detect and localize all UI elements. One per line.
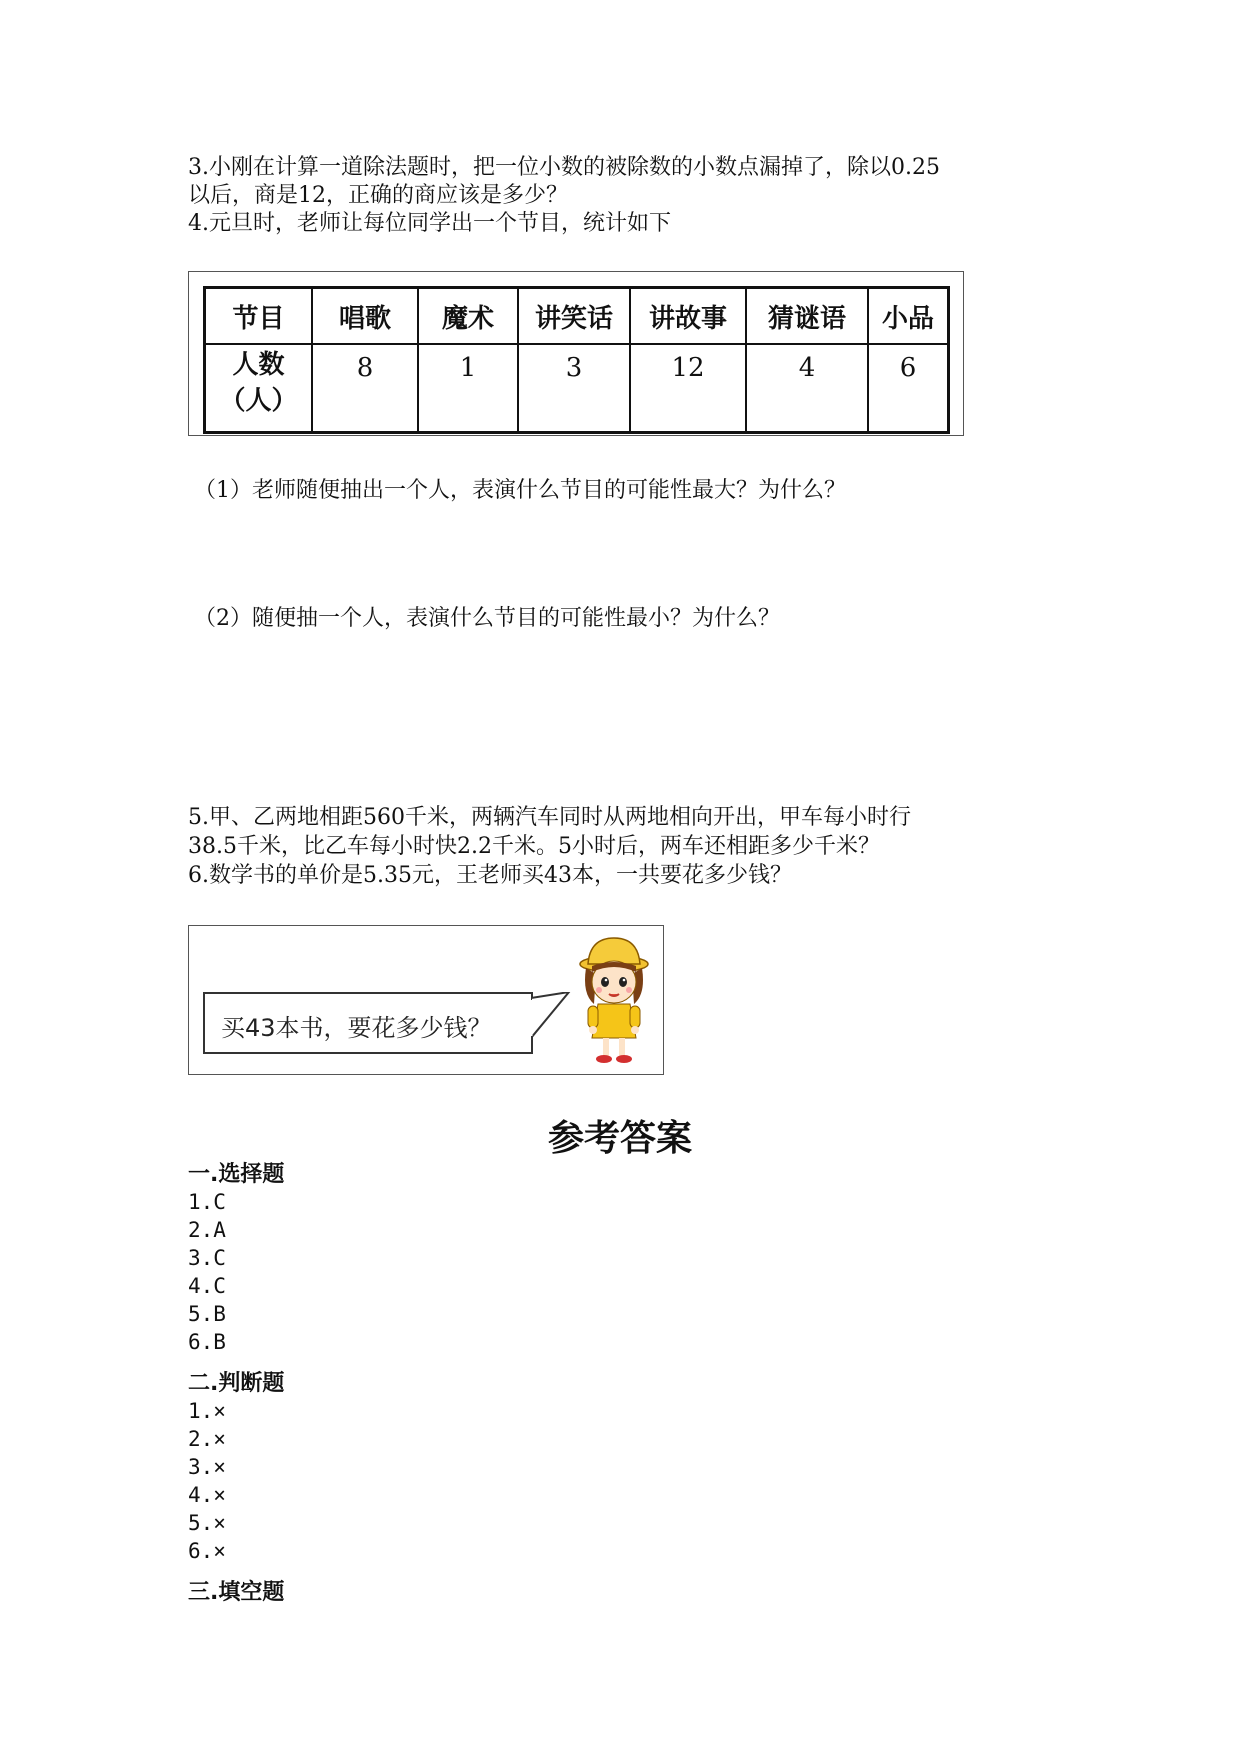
speech-bubble-tail [531,992,571,1054]
question-3-line-1: 3.小刚在计算一道除法题时，把一位小数的被除数的小数点漏掉了，除以0.25 [188,155,940,180]
speech-bubble [203,992,533,1054]
speech-bubble-figure [188,925,664,1075]
question-5-line-2: 38.5千米，比乙车每小时快2.2千米。5小时后，两车还相距多少千米？ [188,834,880,859]
section-fill-heading: 三.填空题 [188,1580,285,1605]
table-value-cell: 1 [418,344,518,433]
judge-answer: 3.× [188,1455,226,1479]
choice-answer: 3.C [188,1246,226,1270]
question-5-line-1: 5.甲、乙两地相距560千米，两辆汽车同时从两地相向开出，甲车每小时行 [188,805,911,830]
table-header-cell: 讲笑话 [518,288,630,345]
choice-answer: 5.B [188,1302,226,1326]
judge-answer: 6.× [188,1539,226,1563]
judge-answer: 5.× [188,1511,226,1535]
table-header-cell: 讲故事 [630,288,746,345]
question-4-line-1: 4.元旦时，老师让每位同学出一个节目，统计如下 [188,211,671,236]
speech-bubble-text: 买43本书，要花多少钱？ [221,1014,492,1042]
judge-answer: 4.× [188,1483,226,1507]
choice-answer: 2.A [188,1218,226,1242]
question-6-line-1: 6.数学书的单价是5.35元，王老师买43本，一共要花多少钱？ [188,863,792,888]
question-4-sub-2: （2）随便抽一个人，表演什么节目的可能性最小？为什么？ [194,606,780,631]
table-row-label [205,344,313,433]
table-header-cell: 猜谜语 [746,288,868,345]
table-value-cell: 3 [518,344,630,433]
judge-answer: 2.× [188,1427,226,1451]
program-statistics-table [203,286,950,434]
choice-answer: 1.C [188,1190,226,1214]
answer-key-title: 参考答案 [547,1118,692,1159]
choice-answer: 4.C [188,1274,226,1298]
table-value-cell: 8 [312,344,418,433]
table-header-cell: 小品 [868,288,949,345]
table-header-cell: 节目 [205,288,313,345]
table-header-cell: 唱歌 [312,288,418,345]
judge-answer: 1.× [188,1399,226,1423]
program-table-figure [188,271,964,436]
table-value-cell: 4 [746,344,868,433]
question-4-sub-1: （1）老师随便抽出一个人，表演什么节目的可能性最大？为什么？ [194,478,846,503]
table-value-cell: 6 [868,344,949,433]
cartoon-girl-illustration [574,934,654,1069]
section-judge-heading: 二.判断题 [188,1371,285,1396]
choice-answer: 6.B [188,1330,226,1354]
row-label-line-2: （人） [219,386,298,416]
section-choice-heading: 一.选择题 [188,1162,285,1187]
table-value-cell: 12 [630,344,746,433]
row-label-line-1: 人数 [232,350,285,380]
table-header-cell: 魔术 [418,288,518,345]
question-3-line-2: 以后，商是12，正确的商应该是多少？ [188,183,568,208]
